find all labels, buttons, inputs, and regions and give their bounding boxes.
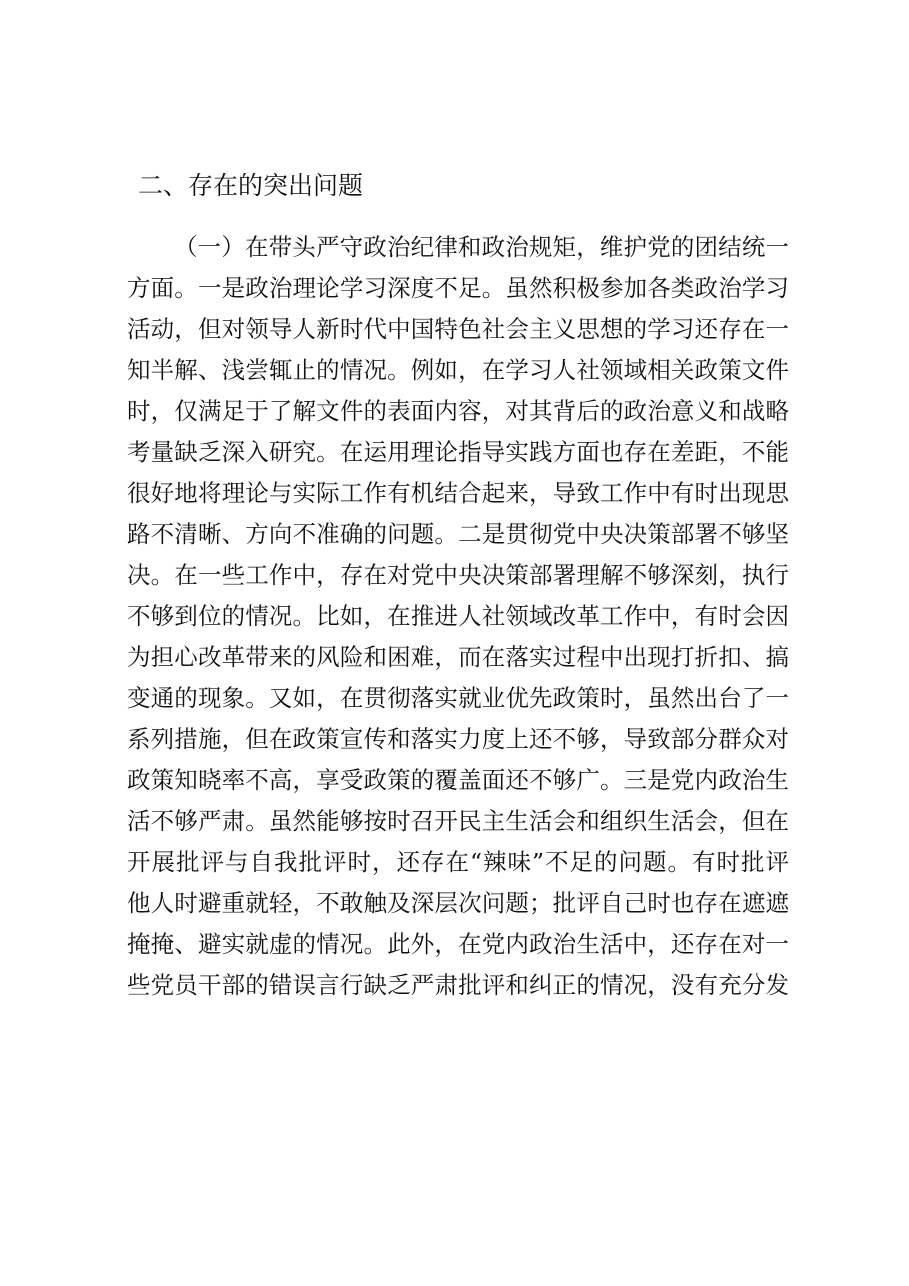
paragraph-line: 路不清晰、方向不准确的问题。二是贯彻党中央决策部署不够坚 [127,520,789,548]
paragraph-line: 为担心改革带来的风险和困难，而在落实过程中出现打折扣、搞 [127,643,789,671]
paragraph-line: 知半解、浅尝辄止的情况。例如，在学习人社领域相关政策文件 [127,356,789,384]
paragraph-line: 时，仅满足于了解文件的表面内容，对其背后的政治意义和战略 [127,397,789,425]
paragraph-line: 很好地将理论与实际工作有机结合起来，导致工作中有时出现思 [127,479,789,507]
paragraph-line: 活动，但对领导人新时代中国特色社会主义思想的学习还存在一 [127,315,789,343]
paragraph-line: （一）在带头严守政治纪律和政治规矩，维护党的团结统一 [174,233,789,261]
paragraph-line: 决。在一些工作中，存在对党中央决策部署理解不够深刻，执行 [127,561,789,589]
paragraph-line: 不够到位的情况。比如，在推进人社领域改革工作中，有时会因 [127,602,789,630]
paragraph-line: 政策知晓率不高，享受政策的覆盖面还不够广。三是党内政治生 [127,766,789,794]
section-heading: 二、存在的突出问题 [138,171,364,200]
paragraph-line: 些党员干部的错误言行缺乏严肃批评和纠正的情况，没有充分发 [127,971,789,999]
paragraph-line: 考量缺乏深入研究。在运用理论指导实践方面也存在差距，不能 [127,438,789,466]
paragraph-line: 活不够严肃。虽然能够按时召开民主生活会和组织生活会，但在 [127,807,789,835]
paragraph-line: 变通的现象。又如，在贯彻落实就业优先政策时，虽然出台了一 [127,684,789,712]
paragraph-line: 掩掩、避实就虚的情况。此外，在党内政治生活中，还存在对一 [127,930,789,958]
paragraph-line: 方面。一是政治理论学习深度不足。虽然积极参加各类政治学习 [127,274,789,302]
paragraph-line: 他人时避重就轻，不敢触及深层次问题；批评自己时也存在遮遮 [127,889,789,917]
paragraph-line: 开展批评与自我批评时，还存在“辣味”不足的问题。有时批评 [127,848,789,876]
paragraph-line: 系列措施，但在政策宣传和落实力度上还不够，导致部分群众对 [127,725,789,753]
